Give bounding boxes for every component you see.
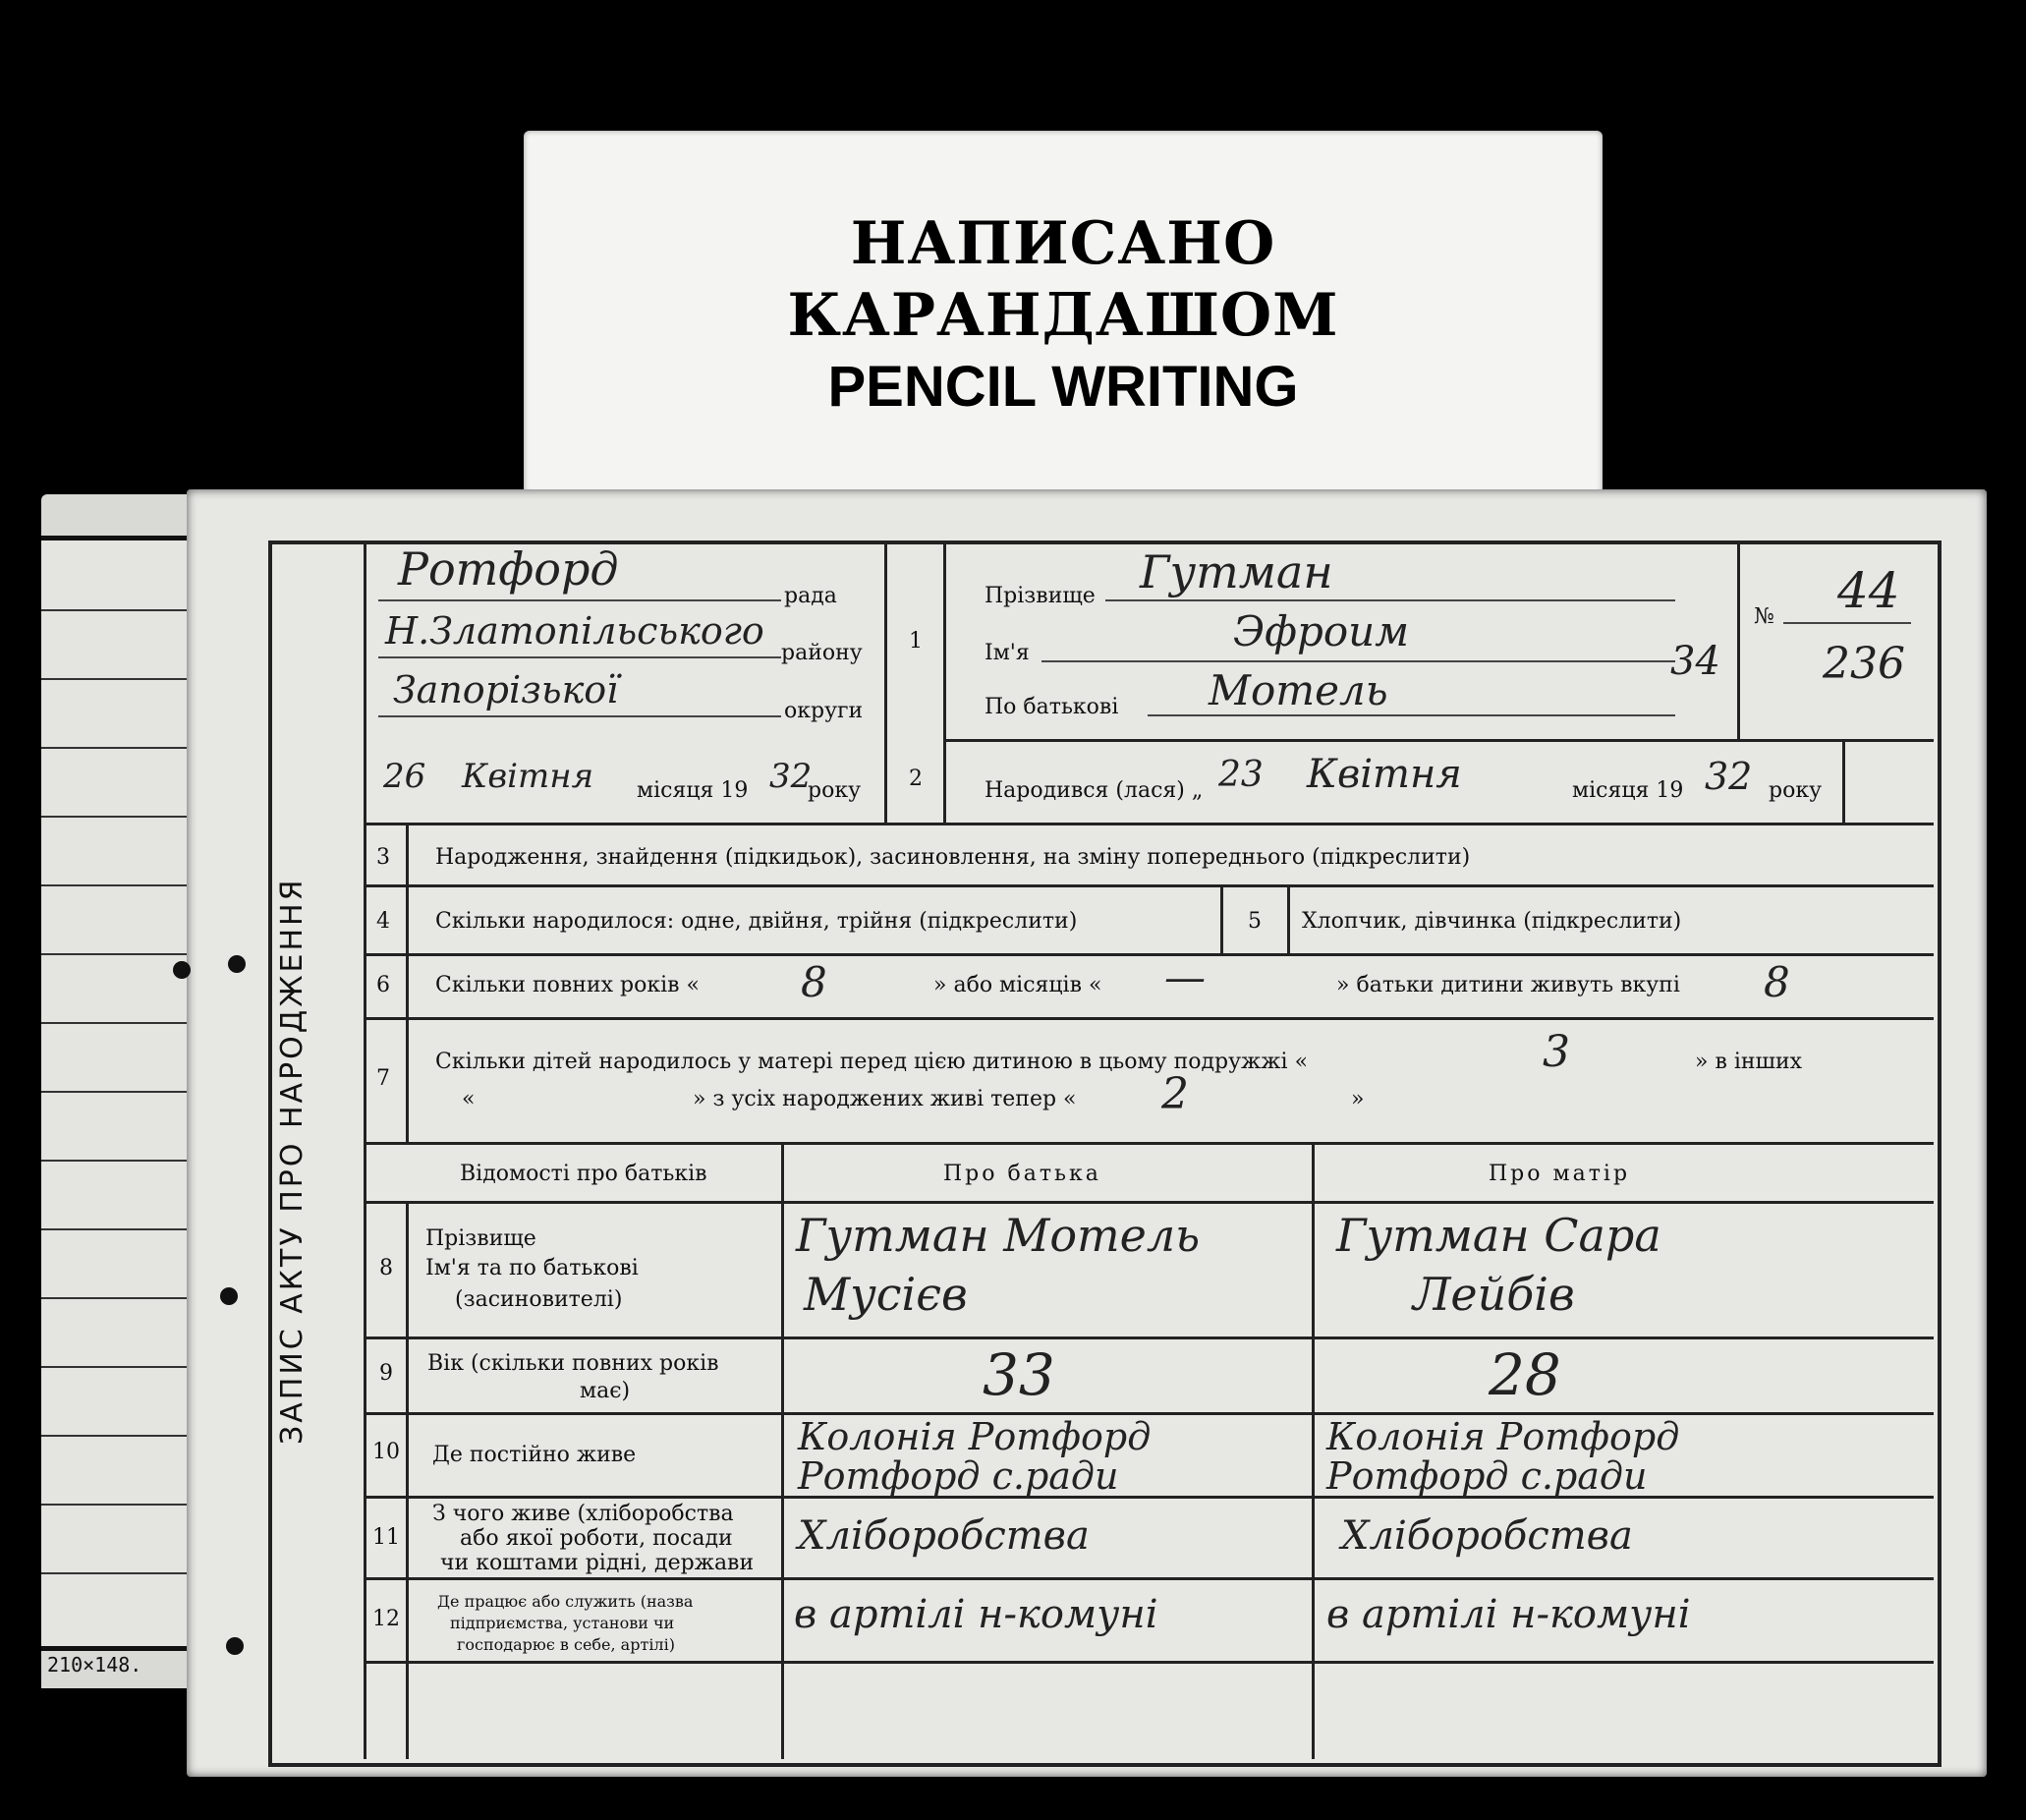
livelihood-label-3: чи коштами рідні, держави (440, 1551, 755, 1575)
parent-surname-label: Прізвище (425, 1226, 536, 1251)
months-label: » або місяців « (933, 973, 1102, 997)
divider (406, 1201, 409, 1759)
row-number: 1 (909, 629, 923, 654)
mother-column-header: Про матір (1489, 1162, 1631, 1186)
row-number: 11 (372, 1525, 400, 1550)
form-frame (268, 540, 1942, 1767)
birth-month-label: місяця 19 (1572, 778, 1684, 803)
birth-year-label: року (1769, 778, 1823, 803)
registration-month-label: місяця 19 (637, 778, 749, 803)
divider (364, 1577, 1934, 1580)
underlying-card-ruled-area (41, 536, 201, 1651)
years-together-label: Скільки повних років « (435, 973, 700, 997)
father-livelihood-value: Хліборобства (798, 1513, 1090, 1559)
workplace-label-1: Де працює або служить (назва (437, 1592, 694, 1611)
ruled-line (41, 747, 189, 749)
child-sex-text: Хлопчик, дівчинка (підкреслити) (1302, 909, 1682, 934)
parent-name-label: Ім'я та по батькові (425, 1256, 639, 1280)
row-number: 3 (376, 845, 390, 870)
birth-count-text: Скільки народилося: одне, двійня, трійня (підкреслити) (435, 909, 1078, 934)
pencil-writing-label-card (524, 131, 1603, 494)
okrug-label: округи (784, 699, 864, 723)
row-number: 8 (379, 1256, 393, 1280)
rada-value: Ротфорд (398, 542, 619, 596)
divider (781, 1142, 784, 1759)
row-number: 2 (909, 767, 923, 791)
birth-type-text: Народження, знайдення (підкидьок), засиновлення, на зміну попереднього (підкреслити) (435, 845, 1471, 870)
livelihood-label-1: З чого живе (хліборобства (432, 1502, 734, 1526)
rayon-value: Н.Златопільського (385, 609, 764, 653)
parents-info-header: Відомості про батьків (460, 1162, 707, 1186)
ruled-line (41, 1022, 189, 1024)
label-line-3: PENCIL WRITING (827, 355, 1299, 419)
row-number: 7 (376, 1066, 390, 1091)
underline (1783, 622, 1911, 624)
open-quote: « (462, 1087, 476, 1111)
father-fullname-line1: Гутман Мотель (796, 1209, 1201, 1262)
underline (1105, 599, 1675, 601)
punch-hole (228, 955, 246, 973)
adoptive-label: (засиновителі) (455, 1287, 623, 1312)
row-number: 6 (376, 973, 390, 997)
child-name-value: Эфроим (1233, 607, 1410, 655)
row-number: 5 (1248, 909, 1262, 934)
parents-together-label: » батьки дитини живуть вкупі (1336, 973, 1680, 997)
registration-day: 26 (383, 757, 426, 796)
birth-month-value: Квітня (1307, 752, 1462, 797)
father-column-header: Про батька (943, 1162, 1101, 1186)
divider (364, 1201, 1934, 1204)
rayon-label: району (781, 641, 863, 665)
divider (406, 823, 409, 1142)
row-number: 12 (372, 1607, 400, 1631)
divider (1287, 884, 1290, 953)
underline (1148, 714, 1675, 716)
surname-label: Прізвище (985, 584, 1096, 608)
mother-fullname-line2: Лейбів (1413, 1268, 1575, 1321)
alive-now-label: » з усіх народжених живі тепер « (693, 1087, 1077, 1111)
years-together-value: 8 (801, 958, 827, 1006)
parents-together-value: 8 (1764, 958, 1790, 1006)
label-line-1: НАПИСАНО (850, 209, 1276, 278)
ruled-line (41, 1572, 189, 1574)
child-surname-value: Гутман (1140, 545, 1333, 598)
rada-label: рада (784, 584, 837, 608)
underline (1041, 660, 1675, 662)
divider (884, 542, 887, 823)
ruled-line (41, 1366, 189, 1368)
record-number-value: 44 (1837, 562, 1900, 619)
size-mark: 210×148. (47, 1653, 142, 1677)
patronymic-label: По батькові (985, 695, 1119, 719)
ruled-line (41, 953, 189, 955)
label-line-2: КАРАНДАШОМ (787, 281, 1339, 350)
children-this-marriage-value: 3 (1543, 1027, 1570, 1077)
divider (364, 1496, 1934, 1499)
underline (378, 599, 781, 601)
mother-fullname-line1: Гутман Сара (1336, 1209, 1661, 1262)
age-label-2: має) (580, 1379, 631, 1403)
side-number: 34 (1670, 639, 1720, 684)
mother-residence-line1: Колонія Ротфорд (1326, 1415, 1680, 1458)
birth-day-value: 23 (1218, 755, 1264, 795)
ruled-line (41, 1160, 189, 1162)
okrug-value: Запорізької (393, 668, 619, 711)
divider (364, 1337, 1934, 1339)
father-residence-line1: Колонія Ротфорд (798, 1415, 1152, 1458)
children-before-label: Скільки дітей народилось у матері перед цією дитиною в цьому подружжі « (435, 1050, 1309, 1074)
divider (1220, 884, 1223, 953)
ruled-line (41, 609, 189, 611)
mother-workplace-value: в артілі н-комуні (1326, 1592, 1691, 1637)
divider (364, 823, 1934, 825)
other-marriages-label: » в інших (1695, 1050, 1803, 1074)
registration-month: Квітня (462, 757, 594, 796)
record-number-label: № (1754, 604, 1774, 629)
ruled-line (41, 884, 189, 886)
ruled-line (41, 1504, 189, 1506)
father-workplace-value: в артілі н-комуні (794, 1592, 1158, 1637)
divider (1312, 1142, 1315, 1759)
divider (1842, 739, 1845, 823)
underline (378, 715, 781, 717)
residence-label: Де постійно живе (432, 1443, 637, 1467)
children-alive-value: 2 (1161, 1069, 1189, 1119)
registration-year: 32 (769, 757, 813, 796)
punch-hole (226, 1637, 244, 1655)
row-number: 9 (379, 1361, 393, 1386)
workplace-label-2: підприємства, установи чи (450, 1614, 675, 1632)
underline (378, 656, 781, 658)
registration-year-label: року (808, 778, 862, 803)
livelihood-label-2: або якої роботи, посади (460, 1526, 733, 1551)
ruled-line (41, 1091, 189, 1093)
ruled-line (41, 1228, 189, 1230)
divider (943, 739, 1934, 742)
divider (943, 542, 946, 823)
divider (364, 1661, 1934, 1664)
mother-livelihood-value: Хліборобства (1341, 1513, 1633, 1559)
divider (364, 884, 1934, 887)
months-value: — (1164, 953, 1206, 1001)
mother-age-value: 28 (1489, 1341, 1561, 1408)
record-title-vertical: ЗАПИС АКТУ ПРО НАРОДЖЕННЯ (275, 877, 310, 1445)
age-label: Вік (скільки повних років (427, 1351, 719, 1376)
row-number: 10 (372, 1440, 400, 1464)
row-number: 4 (376, 909, 390, 934)
born-label: Народився (лася) „ (985, 778, 1204, 803)
ruled-line (41, 816, 189, 818)
birth-year-value: 32 (1705, 755, 1753, 798)
mother-residence-line2: Ротфорд с.ради (1326, 1454, 1648, 1498)
divider (364, 1017, 1934, 1020)
punch-hole (220, 1287, 238, 1305)
workplace-label-3: господарює в себе, артілі) (457, 1635, 675, 1654)
name-label: Ім'я (985, 641, 1030, 665)
ruled-line (41, 1435, 189, 1437)
punch-hole (173, 961, 191, 979)
close-quote: » (1351, 1087, 1365, 1111)
father-age-value: 33 (983, 1341, 1055, 1408)
child-patronymic-value: Мотель (1209, 666, 1388, 714)
record-number-value-2: 236 (1823, 639, 1905, 689)
divider (364, 1142, 1934, 1145)
father-fullname-line2: Мусієв (804, 1268, 968, 1321)
father-residence-line2: Ротфорд с.ради (798, 1454, 1119, 1498)
divider (1737, 542, 1740, 739)
divider (364, 953, 1934, 956)
ruled-line (41, 678, 189, 680)
ruled-line (41, 1297, 189, 1299)
